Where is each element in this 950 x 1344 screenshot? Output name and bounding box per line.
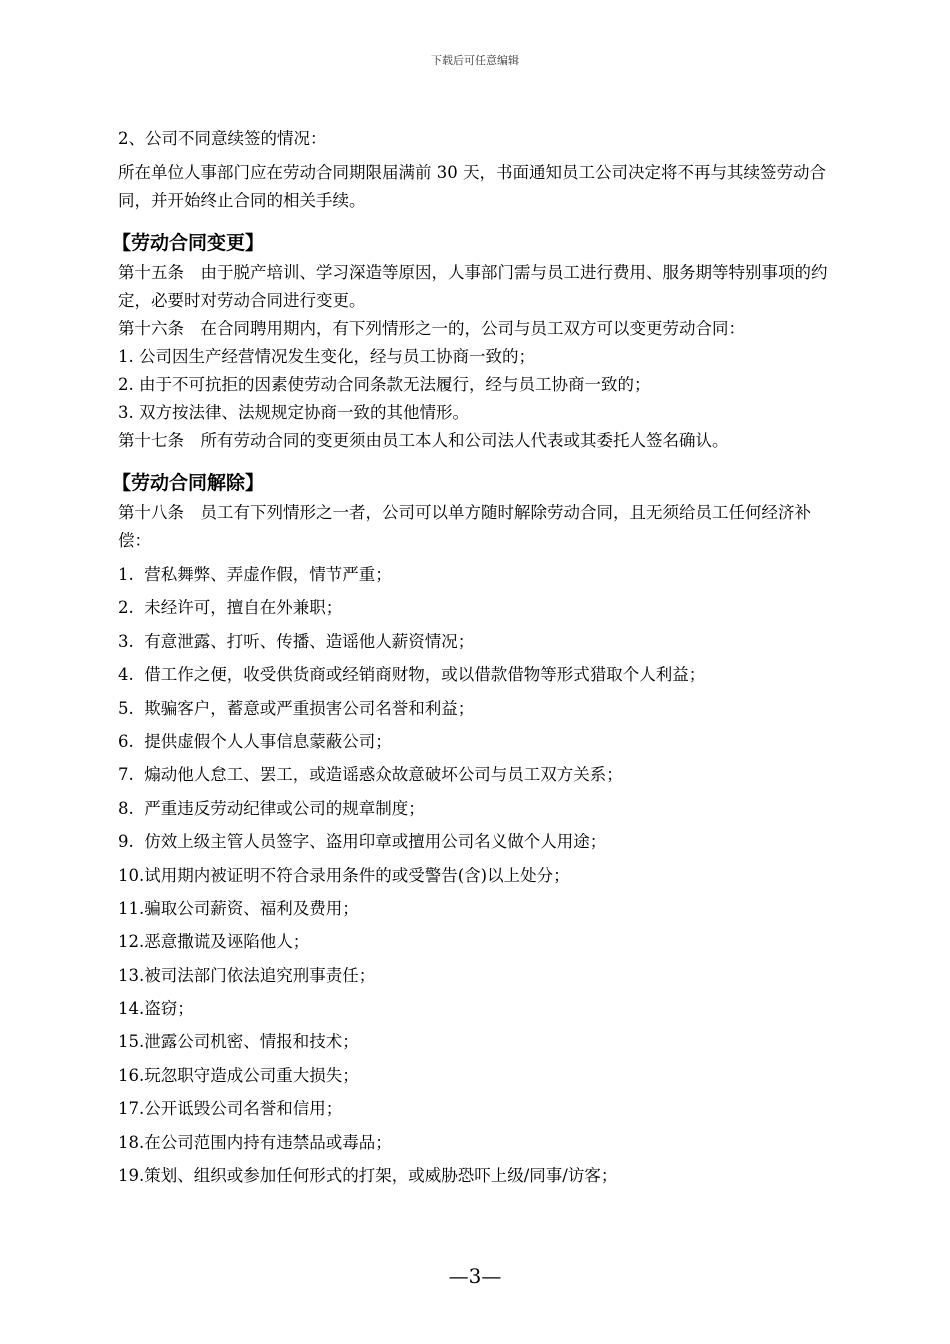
section-heading-terminate: 【劳动合同解除】 <box>112 472 265 494</box>
list-item: 13.被司法部门依法追究刑事责任； <box>118 965 376 985</box>
article-16: 第十六条 在合同聘用期内，有下列情形之一的，公司与员工双方可以变更劳动合同： <box>118 319 745 338</box>
change-item: 2. 由于不可抗拒的因素使劳动合同条款无法履行，经与员工协商一致的； <box>118 375 651 394</box>
list-item: 12.恶意撒谎及诬陷他人； <box>118 932 310 952</box>
list-item: 14.盗窃； <box>118 999 194 1019</box>
list-item: 5. 欺骗客户，蓄意或严重损害公司名誉和利益； <box>118 698 475 718</box>
page-number: —3— <box>448 1264 502 1288</box>
intro-line-2: 所在单位人事部门应在劳动合同期限届满前 30 天，书面通知员工公司决定将不再与其续签劳动合同，并开始终止合同的相关手续。 <box>118 163 826 210</box>
termination-list <box>118 561 842 1189</box>
list-item: 9. 仿效上级主管人员签字、盗用印章或擅用公司名义做个人用途； <box>118 832 607 852</box>
list-item: 1. 营私舞弊、弄虚作假，情节严重； <box>118 565 392 584</box>
list-item: 15.泄露公司机密、情报和技术； <box>118 1032 359 1052</box>
list-item: 17.公开诋毁公司名誉和信用； <box>118 1099 343 1119</box>
change-item: 3. 双方按法律、法规规定协商一致的其他情形。 <box>118 403 469 422</box>
list-item: 10.试用期内被证明不符合录用条件的或受警告(含)以上处分； <box>118 865 570 885</box>
intro-line-1: 2、公司不同意续签的情况： <box>118 129 327 148</box>
list-item: 2. 未经许可，擅自在外兼职； <box>118 598 343 618</box>
list-item: 4. 借工作之便，收受供货商或经销商财物，或以借款借物等形式猎取个人利益； <box>118 665 706 685</box>
list-item: 7. 煽动他人怠工、罢工，或造谣惑众故意破坏公司与员工双方关系； <box>118 765 623 785</box>
list-item: 19.策划、组织或参加任何形式的打架，或威胁恐吓上级/同事/访客； <box>118 1166 618 1186</box>
article-17: 第十七条 所有劳动合同的变更须由员工本人和公司法人代表或其委托人签名确认。 <box>118 431 729 450</box>
list-item: 18.在公司范围内持有违禁品或毒品； <box>118 1132 392 1152</box>
page-header: 下载后可任意编辑 <box>431 54 519 67</box>
list-item: 8. 严重违反劳动纪律或公司的规章制度； <box>118 798 425 818</box>
list-item: 16.玩忽职守造成公司重大损失； <box>118 1065 359 1085</box>
section-heading-change: 【劳动合同变更】 <box>112 232 265 254</box>
change-item: 1. 公司因生产经营情况发生变化，经与员工协商一致的； <box>118 347 535 366</box>
list-item: 3. 有意泄露、打听、传播、造谣他人薪资情况； <box>118 631 475 651</box>
document-body <box>112 125 842 1195</box>
list-item: 6. 提供虚假个人人事信息蒙蔽公司； <box>118 731 392 751</box>
article-18: 第十八条 员工有下列情形之一者，公司可以单方随时解除劳动合同，且无须给员工任何经济补偿： <box>118 503 811 550</box>
article-15: 第十五条 由于脱产培训、学习深造等原因，人事部门需与员工进行费用、服务期等特别事项的约定，必要时对劳动合同进行变更。 <box>118 263 828 310</box>
list-item: 11.骗取公司薪资、福利及费用； <box>118 898 359 918</box>
